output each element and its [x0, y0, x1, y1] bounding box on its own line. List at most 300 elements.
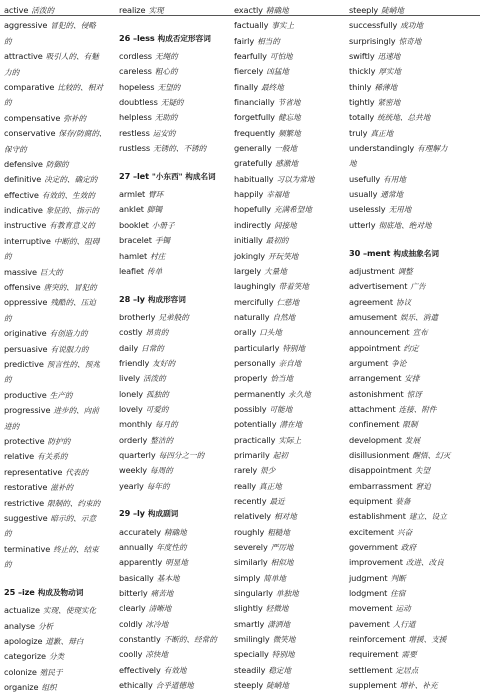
- entry-word: yearly: [119, 480, 144, 491]
- entry-meaning: 道歉、辩白: [45, 637, 84, 647]
- vocab-entry: [234, 598, 344, 613]
- vocab-entry: [119, 583, 229, 598]
- entry-meaning: 构成副词: [147, 509, 179, 519]
- entry-word: analyse: [4, 620, 35, 631]
- vocab-entry: [4, 539, 114, 554]
- entry-word: successfully: [349, 20, 398, 31]
- vocab-entry: [234, 107, 344, 122]
- entry-meaning: 象征的、指示的: [45, 206, 99, 216]
- vocab-entry: [4, 77, 114, 92]
- entry-meaning: 每月的: [155, 420, 178, 430]
- entry-meaning: 的: [4, 313, 12, 323]
- vocab-entry: [234, 184, 344, 199]
- entry-meaning: 明显地: [165, 558, 188, 568]
- entry-word: smartly: [234, 618, 265, 629]
- vocab-entry: [349, 506, 475, 521]
- vocab-entry: [4, 308, 114, 323]
- entry-meaning: 窘迫: [415, 481, 431, 491]
- entry-meaning: 亲自地: [278, 358, 302, 368]
- entry-word: 27 –let: [119, 170, 149, 181]
- vocab-entry: [349, 675, 475, 690]
- vocab-entry: [4, 554, 114, 569]
- vocab-entry: [349, 445, 475, 460]
- entry-meaning: 彻底地、绝对地: [378, 220, 432, 230]
- entry-meaning: 凶猛地: [266, 67, 290, 77]
- entry-meaning: 陡峭地: [381, 6, 404, 15]
- vocab-entry: [349, 644, 475, 659]
- entry-word: advertisement: [349, 281, 408, 292]
- vocab-entry: [4, 462, 114, 477]
- entry-word: booklet: [119, 219, 149, 230]
- vocab-entry: [119, 138, 229, 153]
- vocab-entry: [234, 506, 344, 521]
- vocab-entry: [349, 199, 475, 214]
- vocab-entry: [234, 629, 344, 644]
- entry-meaning: 痛苦地: [150, 589, 174, 599]
- entry-meaning: 限制的、约束的: [47, 498, 101, 508]
- entry-meaning: 暗示的、示意: [50, 513, 97, 523]
- entry-meaning: 事实上: [271, 21, 295, 31]
- vocab-entry: [234, 460, 344, 475]
- entry-meaning: 无绳的: [154, 52, 178, 62]
- vocab-entry: [4, 154, 114, 169]
- vocab-entry: [234, 153, 344, 168]
- entry-meaning: 建立、设立: [408, 512, 447, 522]
- vocab-entry: [119, 660, 229, 675]
- vocab-entry: [4, 277, 114, 292]
- vocab-entry: [234, 169, 344, 184]
- entry-meaning: 感激地: [275, 159, 299, 169]
- entry-meaning: 有创造力的: [49, 329, 88, 339]
- vocab-entry: [234, 614, 344, 629]
- entry-meaning: 构成否定形容词: [157, 33, 211, 43]
- vocab-entry: [234, 399, 344, 414]
- vocab-entry: [349, 153, 475, 168]
- entry-word: frequently: [234, 127, 276, 138]
- vocab-entry: [4, 0, 114, 15]
- vocab-entry: [119, 215, 229, 230]
- section-heading: [119, 169, 229, 184]
- entry-meaning: 稀薄地: [374, 82, 398, 92]
- entry-word: orally: [234, 327, 257, 338]
- entry-meaning: 构成形容词: [147, 294, 186, 304]
- entry-word: constantly: [119, 634, 161, 645]
- entry-meaning: 友好的: [152, 358, 176, 368]
- vocab-entry: [234, 476, 344, 491]
- entry-meaning: 单独地: [275, 589, 299, 599]
- entry-meaning: 频繁地: [278, 128, 301, 138]
- vocab-entry: [349, 307, 475, 322]
- entry-meaning: 分类: [48, 652, 65, 662]
- vocab-entry: [349, 31, 475, 46]
- vocab-entry: [119, 246, 229, 261]
- entry-meaning: 的: [4, 36, 12, 46]
- vocab-entry: [4, 477, 114, 492]
- vocab-entry: [119, 107, 229, 122]
- entry-meaning: 兄弟般的: [158, 312, 189, 322]
- entry-meaning: 大量地: [264, 266, 287, 276]
- entry-word: apparently: [119, 557, 163, 568]
- vocab-entry: [4, 600, 114, 615]
- vocab-entry: [119, 476, 229, 491]
- vocab-entry: [349, 261, 475, 276]
- vocab-entry: [119, 537, 229, 552]
- entry-meaning: 实现: [148, 6, 164, 15]
- entry-meaning: 充满希望地: [274, 205, 312, 215]
- entry-word: astonishment: [349, 388, 404, 399]
- entry-word: simply: [234, 572, 261, 583]
- entry-word: utterly: [349, 219, 376, 230]
- entry-word: oppressive: [4, 297, 48, 308]
- entry-word: rustless: [119, 143, 151, 154]
- entry-word: lively: [119, 373, 140, 384]
- entry-word: roughly: [234, 526, 265, 537]
- vocab-entry: [349, 77, 475, 92]
- entry-word: disillusionment: [349, 449, 410, 460]
- entry-meaning: 陡峭地: [266, 681, 289, 691]
- entry-word: announcement: [349, 327, 410, 338]
- entry-word: steeply: [349, 5, 379, 15]
- vocab-entry: [4, 646, 114, 661]
- entry-word: initially: [234, 235, 263, 246]
- entry-word: financially: [234, 97, 275, 108]
- vocab-entry: [4, 523, 114, 538]
- entry-word: requirement: [349, 649, 399, 660]
- entry-meaning: 调整: [397, 266, 413, 276]
- entry-word: tightly: [349, 97, 375, 108]
- entry-word: generally: [234, 143, 272, 154]
- entry-meaning: 分析: [37, 621, 54, 631]
- entry-word: anklet: [119, 204, 144, 215]
- vocab-entry: [119, 15, 229, 30]
- vocab-entry: [234, 384, 344, 399]
- column-2: [119, 0, 229, 691]
- entry-meaning: 滋补的: [50, 483, 74, 493]
- vocab-entry: [119, 552, 229, 567]
- entry-meaning: 实际上: [278, 435, 302, 445]
- vocab-entry: [234, 61, 344, 76]
- entry-word: hopeless: [119, 81, 155, 92]
- section-heading: [4, 585, 114, 600]
- entry-meaning: 厚实地: [378, 67, 402, 77]
- vocab-entry: [119, 338, 229, 353]
- entry-word: organize: [4, 682, 39, 693]
- entry-meaning: 弥补的: [63, 113, 87, 123]
- entry-meaning: 判断: [390, 573, 406, 583]
- entry-word: truly: [349, 127, 368, 138]
- entry-word: movement: [349, 603, 393, 614]
- entry-word: gratefully: [234, 158, 273, 169]
- entry-meaning: 代表的: [65, 467, 89, 477]
- entry-word: usually: [349, 189, 378, 200]
- entry-meaning: 开玩笑地: [268, 251, 299, 261]
- entry-word: factually: [234, 20, 269, 31]
- entry-word: attachment: [349, 403, 396, 414]
- entry-word: progressive: [4, 405, 51, 416]
- entry-meaning: 连接、附件: [398, 404, 437, 414]
- vocab-entry: [4, 339, 114, 354]
- vocab-entry: [119, 276, 229, 291]
- entry-word: basically: [119, 572, 154, 583]
- entry-meaning: 中断的、阻碍: [53, 236, 100, 246]
- entry-meaning: 的: [4, 98, 12, 108]
- entry-meaning: 唐突的、冒犯的: [43, 283, 97, 293]
- entry-meaning: 孤独的: [146, 389, 169, 399]
- entry-meaning: 冒犯的、侵略: [50, 21, 96, 31]
- vocab-entry: [349, 0, 475, 15]
- entry-meaning: 节省地: [277, 98, 301, 108]
- entry-word: excitement: [349, 526, 395, 537]
- entry-word: careless: [119, 66, 152, 77]
- entry-meaning: 精确地: [163, 527, 187, 537]
- vocab-entry: [119, 230, 229, 245]
- vocab-entry: [234, 338, 344, 353]
- vocab-entry: [234, 276, 344, 291]
- entry-word: supplement: [349, 680, 397, 691]
- entry-word: ethically: [119, 680, 153, 691]
- entry-meaning: 有用地: [383, 174, 406, 184]
- vocab-entry: [4, 123, 114, 138]
- entry-word: uselessly: [349, 204, 386, 215]
- entry-word: categorize: [4, 651, 46, 662]
- entry-meaning: 潜在地: [279, 420, 303, 430]
- entry-meaning: 脚镯: [146, 205, 163, 215]
- vocab-entry: [349, 215, 475, 230]
- entry-meaning: 发展: [404, 435, 421, 445]
- entry-meaning: 限制: [402, 420, 418, 430]
- entry-meaning: 带着笑地: [278, 282, 310, 292]
- vocab-entry: [4, 108, 114, 123]
- entry-meaning: 可爱的: [145, 404, 169, 414]
- entry-meaning: 口头地: [259, 328, 282, 338]
- column-4: [349, 0, 475, 691]
- vocab-entry: [4, 15, 114, 30]
- entry-word: terminative: [4, 543, 51, 554]
- vocab-entry: [349, 230, 475, 245]
- vocab-entry: [234, 92, 344, 107]
- vocab-entry: [119, 399, 229, 414]
- entry-meaning: 相似地: [270, 558, 294, 568]
- vocab-entry: [349, 629, 475, 644]
- vocab-entry: [234, 77, 344, 92]
- entry-meaning: 小册子: [151, 220, 175, 230]
- entry-meaning: 基本地: [156, 573, 180, 583]
- entry-word: development: [349, 434, 402, 445]
- vocab-entry: [234, 246, 344, 261]
- vocab-entry: [349, 292, 475, 307]
- entry-meaning: 构成及物动词: [37, 587, 84, 597]
- entry-meaning: 构成抽象名词: [393, 248, 439, 258]
- entry-meaning: 的: [4, 375, 12, 385]
- entry-word: effectively: [119, 664, 161, 675]
- vocab-entry: [119, 46, 229, 61]
- entry-word: happily: [234, 189, 264, 200]
- vocab-entry: [4, 569, 114, 584]
- entry-meaning: 醒悟、幻灭: [412, 450, 451, 460]
- entry-meaning: 不断的、经常的: [163, 635, 217, 645]
- entry-word: really: [234, 480, 257, 491]
- entry-word: pavement: [349, 618, 390, 629]
- entry-word: appointment: [349, 342, 401, 353]
- vocab-entry: [234, 660, 344, 675]
- entry-word: active: [4, 5, 29, 15]
- vocab-entry: [349, 15, 475, 30]
- section-heading: [119, 506, 229, 521]
- entry-word: arrangement: [349, 373, 402, 384]
- vocab-entry: [349, 568, 475, 583]
- entry-meaning: 严厉地: [270, 543, 294, 553]
- entry-word: helpless: [119, 112, 152, 123]
- entry-word: smilingly: [234, 634, 270, 645]
- entry-meaning: 组织: [41, 683, 57, 693]
- vocab-entry: [119, 414, 229, 429]
- vocab-entry: [234, 675, 344, 690]
- entry-word: comparative: [4, 81, 55, 92]
- entry-meaning: 防护的: [47, 436, 71, 446]
- entry-word: actualize: [4, 605, 40, 616]
- entry-word: steeply: [234, 680, 264, 691]
- entry-meaning: 有教育意义的: [49, 221, 95, 231]
- vocab-entry: [4, 262, 114, 277]
- entry-word: fearfully: [234, 51, 267, 62]
- entry-meaning: 的: [4, 560, 12, 570]
- entry-word: confinement: [349, 419, 400, 430]
- entry-meaning: 比较的、相对: [57, 82, 103, 92]
- vocab-entry: [234, 537, 344, 552]
- entry-word: 30 –ment: [349, 247, 391, 258]
- entry-word: rarely: [234, 465, 258, 476]
- vocab-entry: [119, 0, 229, 15]
- entry-meaning: 终止的、结束: [53, 544, 99, 554]
- entry-word: swiftly: [349, 51, 375, 62]
- entry-word: cordless: [119, 51, 152, 62]
- vocab-entry: [119, 184, 229, 199]
- section-heading: [119, 292, 229, 307]
- entry-word: properly: [234, 373, 268, 384]
- entry-meaning: 仁慈地: [276, 297, 300, 307]
- entry-word: settlement: [349, 664, 393, 675]
- entry-meaning: 永久地: [288, 389, 311, 399]
- entry-word: armlet: [119, 189, 146, 200]
- entry-word: habitually: [234, 173, 274, 184]
- entry-meaning: 进的: [4, 421, 20, 431]
- entry-meaning: 装备: [395, 497, 411, 506]
- vocab-entry: [349, 614, 475, 629]
- entry-word: fiercely: [234, 66, 264, 77]
- entry-meaning: 紧密地: [377, 98, 401, 108]
- entry-meaning: 住宿: [390, 589, 406, 599]
- vocab-entry: [349, 476, 475, 491]
- entry-word: costly: [119, 327, 143, 338]
- entry-meaning: 力的: [4, 67, 20, 77]
- entry-meaning: 保存/防腐的、: [58, 129, 107, 139]
- vocab-entry: [4, 369, 114, 384]
- entry-meaning: 有说服力的: [50, 344, 89, 354]
- entry-word: severely: [234, 542, 268, 553]
- vocab-entry: [234, 123, 344, 138]
- vocab-entry: [234, 445, 344, 460]
- vocab-entry: [4, 354, 114, 369]
- entry-word: massive: [4, 266, 37, 277]
- entry-word: bracelet: [119, 235, 152, 246]
- entry-meaning: 运安的: [152, 128, 176, 138]
- vocab-entry: [349, 430, 475, 445]
- entry-meaning: 清晰地: [148, 604, 172, 614]
- entry-meaning: 一般地: [274, 144, 298, 154]
- vocab-entry: [4, 169, 114, 184]
- vocab-entry: [234, 353, 344, 368]
- entry-meaning: 实现、使现实化: [42, 606, 97, 616]
- entry-word: laughingly: [234, 281, 276, 292]
- vocab-entry: [349, 399, 475, 414]
- entry-meaning: 防御的: [45, 159, 69, 169]
- vocab-entry: [4, 292, 114, 307]
- vocab-entry: [119, 368, 229, 383]
- vocab-entry: [4, 231, 114, 246]
- entry-word: potentially: [234, 419, 277, 430]
- entry-meaning: 最终地: [261, 82, 284, 92]
- entry-meaning: 稳定地: [268, 665, 292, 675]
- vocab-entry: [4, 215, 114, 230]
- vocab-entry: [349, 276, 475, 291]
- entry-meaning: 的: [4, 252, 12, 262]
- entry-meaning: 年度性的: [156, 543, 187, 553]
- entry-word: argument: [349, 357, 389, 368]
- entry-word: daily: [119, 342, 139, 353]
- entry-meaning: 兴奋: [397, 527, 413, 537]
- vocab-entry: [234, 368, 344, 383]
- entry-word: restorative: [4, 482, 48, 493]
- vocab-entry: [349, 169, 475, 184]
- entry-word: interruptive: [4, 235, 51, 246]
- vocab-entry: [349, 414, 475, 429]
- vocab-entry: [4, 400, 114, 415]
- entry-word: embarrassment: [349, 480, 413, 491]
- entry-word: slightly: [234, 603, 263, 614]
- vocab-entry: [4, 46, 114, 61]
- entry-meaning: 简单地: [263, 573, 287, 583]
- entry-word: attractive: [4, 51, 43, 62]
- entry-word: persuasive: [4, 343, 48, 354]
- entry-meaning: 最近: [269, 497, 285, 506]
- vocab-entry: [234, 0, 344, 15]
- entry-meaning: 广告: [410, 282, 426, 292]
- vocab-entry: [349, 138, 475, 153]
- entry-meaning: 协议: [396, 297, 412, 307]
- vocab-entry: [4, 677, 114, 692]
- vocab-entry: [234, 199, 344, 214]
- vocab-entry: [119, 307, 229, 322]
- entry-word: colonize: [4, 666, 37, 677]
- vocab-entry: [349, 123, 475, 138]
- entry-meaning: 昂贵的: [145, 328, 169, 338]
- entry-word: apologize: [4, 636, 43, 647]
- entry-meaning: 殖民于: [39, 667, 63, 677]
- entry-meaning: 健忘地: [277, 113, 301, 123]
- vocab-entry: [4, 616, 114, 631]
- entry-meaning: 无助的: [154, 113, 178, 123]
- vocab-entry: [4, 446, 114, 461]
- entry-word: clearly: [119, 603, 146, 614]
- entry-word: brotherly: [119, 311, 156, 322]
- entry-meaning: 吸引人的、有魅: [45, 52, 99, 62]
- entry-word: adjustment: [349, 265, 395, 276]
- vocab-entry: [119, 629, 229, 644]
- vocab-entry: [349, 384, 475, 399]
- entry-word: government: [349, 542, 398, 553]
- entry-meaning: 迅速地: [377, 52, 401, 62]
- entry-meaning: 精确地: [265, 6, 289, 15]
